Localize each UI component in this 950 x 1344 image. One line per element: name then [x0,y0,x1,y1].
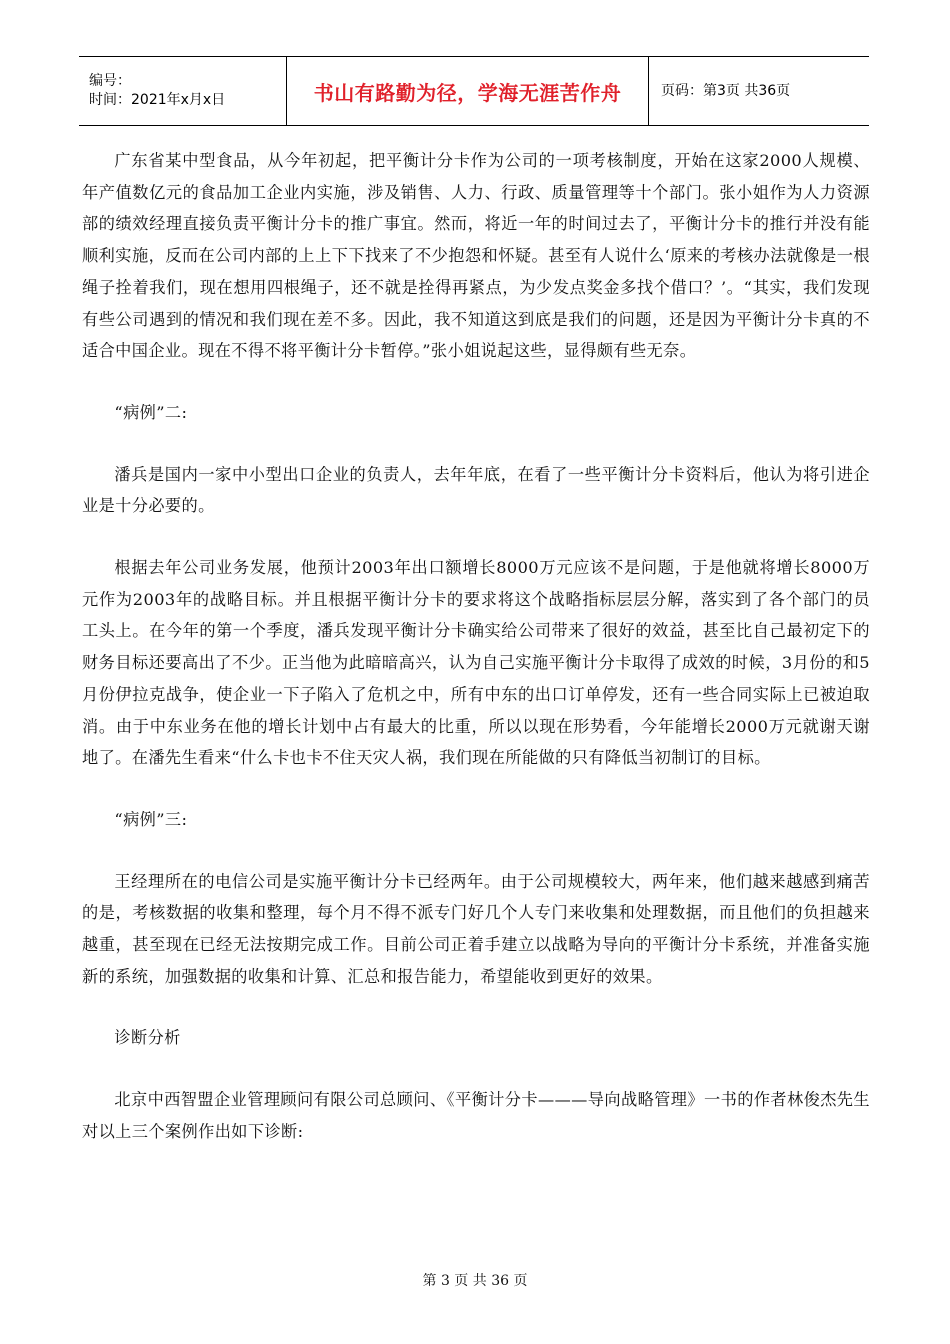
paragraph-diagnosis-intro: 北京中西智盟企业管理顾问有限公司总顾问、《平衡计分卡———导向战略管理》一书的作者林俊杰先生对以上三个案例作出如下诊断: [82,1090,870,1141]
heading-diagnosis: 诊断分析 [114,1028,181,1048]
header-motto: 书山有路勤为径，学海无涯苦作舟 [313,80,622,105]
header-motto-cell [287,57,649,125]
document-body [82,145,870,1148]
paragraph-case-two-intro: 潘兵是国内一家中小型出口企业的负责人，去年年底，在看了一些平衡计分卡资料后，他认为将引进企业是十分必要的。 [82,464,870,516]
paragraph-case-one: 广东省某中型食品，从今年初起，把平衡计分卡作为公司的一项考核制度，开始在这家2000人规模、年产值数亿元的食品加工企业内实施，涉及销售、人力、行政、质量管理等十个部门。张小姐作为人力资源部的绩效经理直接负责平衡计分卡的推广事宜。然而，将近一年的时间过去了，平衡计分卡的推行并没有能顺利实施，反而在公司内部的上上下下找来了不少抱怨和怀疑。甚至有人说什么‘原来的考核办法就像是一根绳子拴着我们，现在想用四根绳子，还不就是拴得再紧点，为少发点奖金多找个借口？’。“其实，我们发现有些公司遇到的情况和我们现在差不多。因此，我不知道这到底是我们的问题，还是因为平衡计分卡真的不适合中国企业。现在不得不将平衡计分卡暂停。”张小姐说起这些，显得颇有些无奈。 [82,151,870,361]
heading-case-three: “病例”三: [114,809,188,829]
paragraph-case-three: 王经理所在的电信公司是实施平衡计分卡已经两年。由于公司规模较大，两年来，他们越来越感到痛苦的是，考核数据的收集和整理，每个月不得不派专门好几个人专门来收集和处理数据，而且他们的负担越来越重，甚至现在已经无法按期完成工作。目前公司正着手建立以战略为导向的平衡计分卡系统，并准备实施新的系统，加强数据的收集和计算、汇总和报告能力，希望能收到更好的效果。 [82,871,870,986]
paragraph-case-two-detail: 根据去年公司业务发展，他预计2003年出口额增长8000万元应该不是问题，于是他就将增长8000万元作为2003年的战略目标。并且根据平衡计分卡的要求将这个战略指标层层分解，落实到了各个部门的员工头上。在今年的第一个季度，潘兵发现平衡计分卡确实给公司带来了很好的效益，甚至比自己最初定下的财务目标还要高出了不少。正当他为此暗暗高兴，认为自己实施平衡计分卡取得了成效的时候，3月份的和5月份伊拉克战争，使企业一下子陷入了危机之中，所有中东的出口订单停发，还有一些合同实际上已被迫取消。由于中东业务在他的增长计划中占有最大的比重，所以以现在形势看，今年能增长2000万元就谢天谢地了。在潘先生看来“什么卡也卡不住天灾人祸，我们现在所能做的只有降低当初制订的目标。 [82,558,870,768]
header-page-cell [649,57,869,125]
document-time-label: 时间：2021年x月x日 [89,92,226,108]
page-footer: 第 3 页 共 36 页 [422,1273,528,1289]
header-meta-cell [79,57,287,125]
document-header [79,56,869,126]
header-page-label: 页码：第3页 共36页 [661,82,791,99]
document-number-label: 编号： [89,73,131,89]
heading-case-two: “病例”二: [114,402,188,422]
